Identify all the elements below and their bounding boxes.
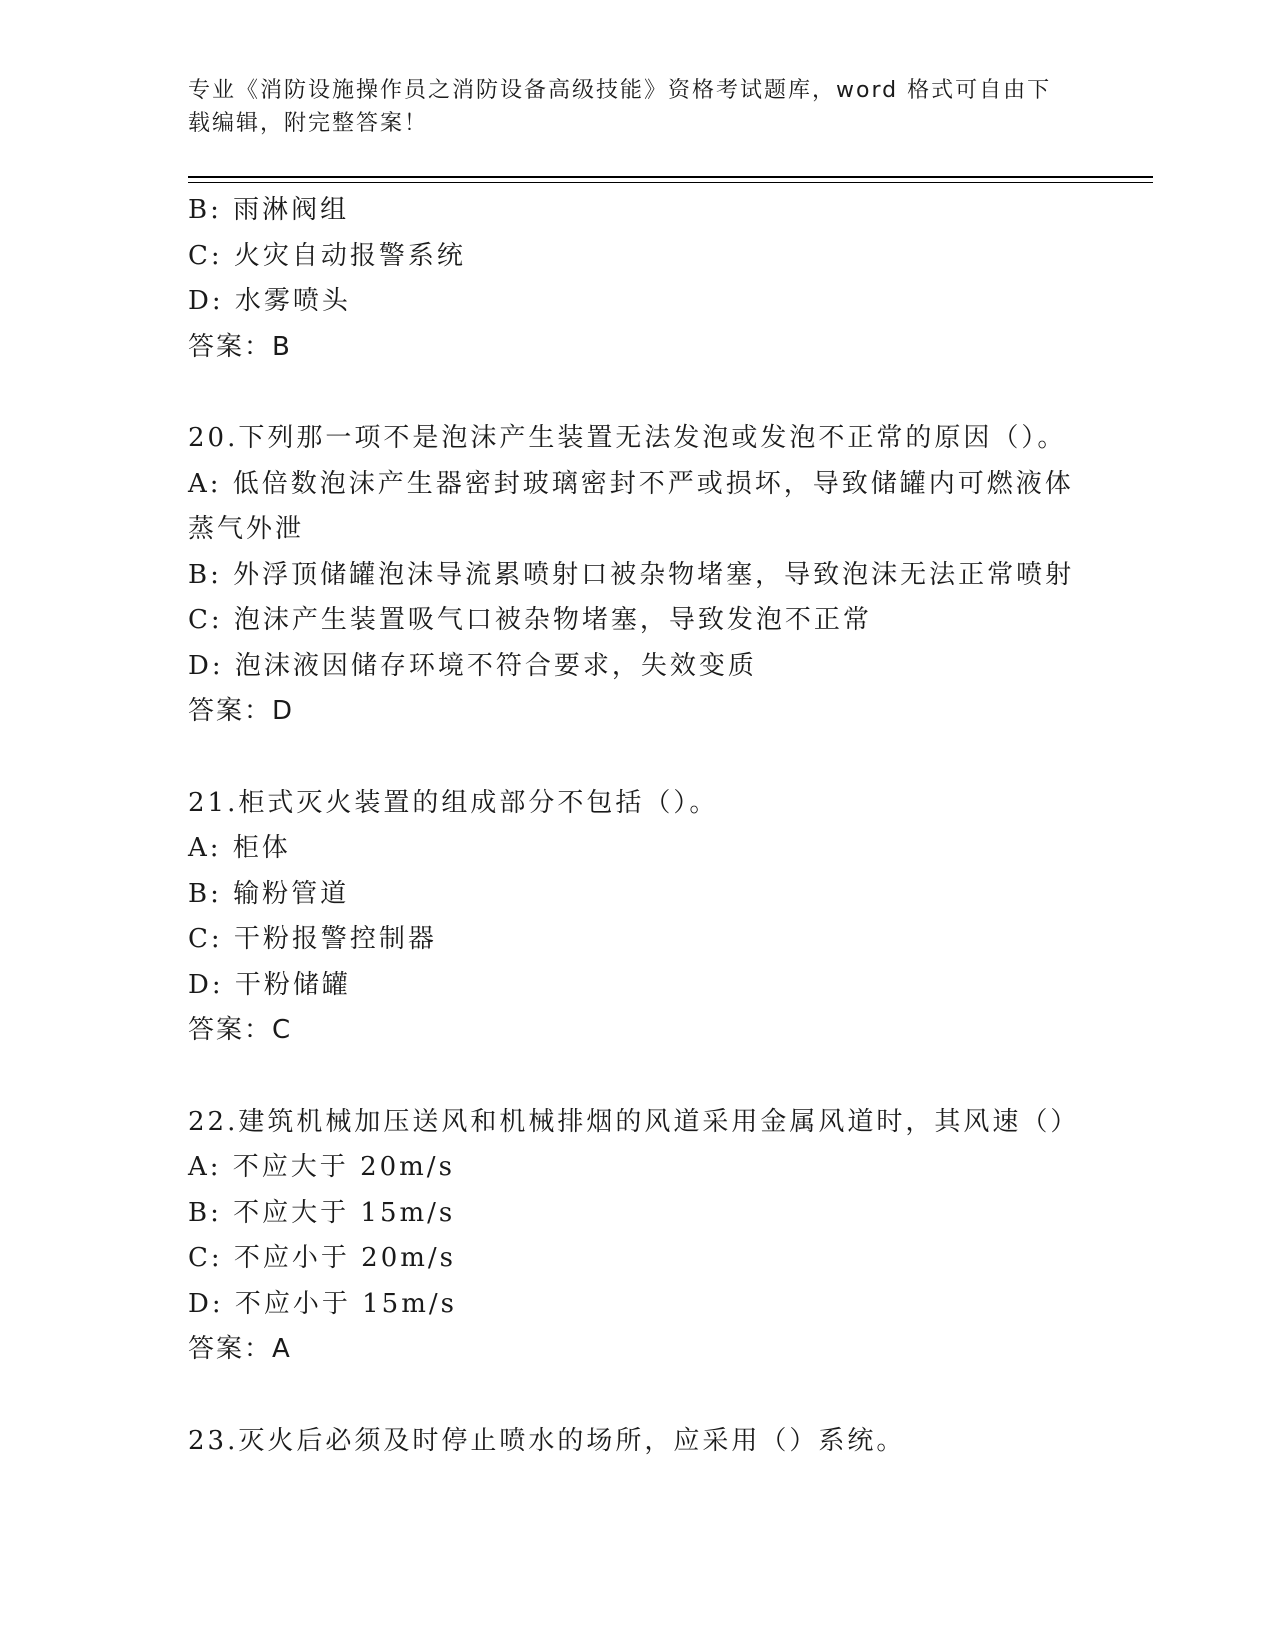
question-20 [188, 416, 1168, 735]
option-b: B: 外浮顶储罐泡沫导流累喷射口被杂物堵塞，导致泡沫无法正常喷射 [188, 559, 1075, 590]
question-content [188, 188, 1168, 1464]
answer: 答案：D [188, 696, 295, 726]
option-c: C: 不应小于 20m/s [188, 1243, 457, 1273]
option-d: D: 不应小于 15m/s [188, 1288, 457, 1319]
question-23 [188, 1419, 1168, 1465]
option-a: A: 柜体 [188, 833, 291, 863]
spacer [188, 370, 1168, 416]
header-line-1: 专业《消防设施操作员之消防设备高级技能》资格考试题库，word 格式可自由下 [188, 78, 1052, 103]
option-b: B: 输粉管道 [188, 878, 350, 909]
option-d: D: 干粉储罐 [188, 969, 351, 1000]
answer: 答案：C [188, 1015, 293, 1045]
spacer [188, 735, 1168, 781]
header-divider-thick [188, 176, 1153, 178]
option-c: C: 泡沫产生装置吸气口被杂物堵塞，导致发泡不正常 [188, 605, 872, 635]
option-a-line-2: 蒸气外泄 [188, 514, 305, 544]
header-line-2: 载编辑，附完整答案！ [188, 111, 429, 136]
answer: 答案：B [188, 331, 292, 362]
spacer [188, 1373, 1168, 1419]
question-text: 21.柜式灭火装置的组成部分不包括（）。 [188, 787, 719, 818]
question-text: 20.下列那一项不是泡沫产生装置无法发泡或发泡不正常的原因（）。 [188, 423, 1067, 453]
option-c: C: 火灾自动报警系统 [188, 240, 466, 271]
option-d: D: 水雾喷头 [188, 286, 351, 316]
document-header [188, 74, 1078, 140]
question-22 [188, 1100, 1168, 1373]
header-divider-thin [188, 182, 1153, 183]
option-c: C: 干粉报警控制器 [188, 924, 437, 954]
spacer [188, 1054, 1168, 1100]
option-a: A: 不应大于 20m/s [188, 1152, 455, 1182]
option-d: D: 泡沫液因储存环境不符合要求，失效变质 [188, 650, 757, 681]
question-text: 23.灭火后必须及时停止喷水的场所，应采用（）系统。 [188, 1425, 906, 1456]
option-b: B: 雨淋阀组 [188, 195, 350, 225]
question-21 [188, 781, 1168, 1054]
question-text: 22.建筑机械加压送风和机械排烟的风道采用金属风道时，其风速（） [188, 1106, 1080, 1137]
answer: 答案：A [188, 1334, 292, 1364]
question-19-tail [188, 188, 1168, 370]
option-a-line-1: A: 低倍数泡沫产生器密封玻璃密封不严或损坏，导致储罐内可燃液体 [188, 468, 1074, 499]
option-b: B: 不应大于 15m/s [188, 1197, 456, 1228]
